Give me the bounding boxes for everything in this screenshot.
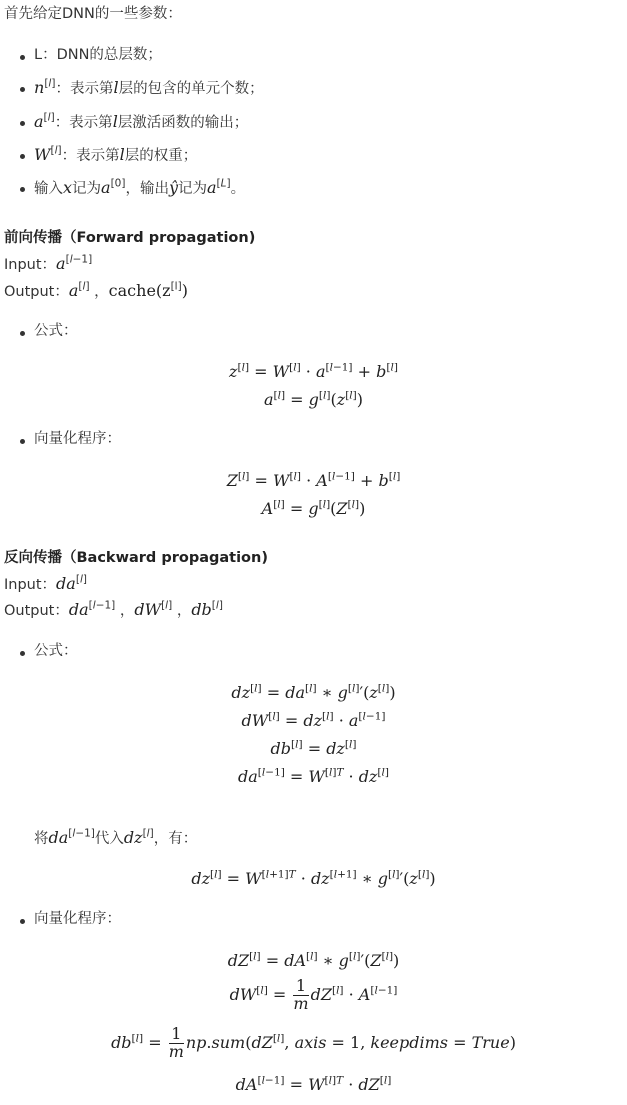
- forward-output-label: Output：: [4, 284, 69, 300]
- param-n-desc2: 层的包含的单元个数；: [118, 81, 264, 97]
- param-L-text: L：DNN的总层数；: [34, 47, 162, 63]
- param-n-desc: ：表示第: [55, 81, 114, 97]
- backward-eq-da: $da[l-1] = W^{[l]T} \cdot dz[l]$: [238, 766, 389, 786]
- subst-mid: 代入: [94, 831, 124, 847]
- backward-output-sep-2: ，: [176, 603, 192, 619]
- param-a-desc: ：表示第: [54, 115, 113, 131]
- param-L: [34, 47, 162, 64]
- backward-vec-eq-dZ: dZ[l] = dA[l] ∗ g[l]′(Z[l]): [227, 950, 400, 970]
- backward-vec-eq-db: db[l] = $\frac{1}{m}$ np.sum(dZ[l], axis = 1, keepdims = True): [111, 1024, 516, 1061]
- forward-output-sep: ，: [94, 284, 109, 300]
- fraction-1-over-m-2: $\frac{1}{m}$: [168, 1024, 184, 1061]
- fraction-1-over-m: $\frac{1}{m}$: [293, 976, 309, 1013]
- param-n: n[l]：表示第l层的包含的单元个数；: [34, 77, 264, 97]
- forward-output: Output：a[l] ，cache(z[l]): [4, 280, 188, 300]
- forward-eq-z: z[l] = W[l] · a[l−1] + b[l]: [229, 361, 398, 381]
- forward-input: Input：a[l−1]: [4, 253, 93, 273]
- backward-input: Input：da[l]: [4, 573, 87, 593]
- backward-input-label: Input：: [4, 577, 57, 593]
- substitution-text: 将da[l−1]代入dz[l]，有：: [34, 827, 198, 847]
- io-mid3: 记为: [178, 181, 207, 197]
- backward-eq-dW: dW[l] = dz[l] · a[l−1]: [241, 710, 386, 730]
- backward-output-sep-1: ，: [119, 603, 135, 619]
- backward-vec-eq-dA: $dA[l-1] = W^{[l]T} \cdot dZ[l]$: [235, 1074, 392, 1094]
- intro-text: 首先给定DNN的一些参数：: [4, 6, 182, 22]
- backward-heading: 反向传播（Backward propagation): [4, 550, 268, 566]
- param-W-desc: ：表示第: [61, 148, 120, 164]
- forward-vec-eq-a: A[l] = g[l](Z[l]): [261, 498, 366, 518]
- backward-eq-dz-full: $dz[l] = W^{[l+1]T} \cdot dz[l+1]$ ∗ g[l]′(z[l]): [191, 868, 436, 888]
- forward-eq-a: a[l] = g[l](z[l]): [263, 389, 364, 409]
- forward-vec-eq-z: Z[l] = W[l] · A[l−1] + b[l]: [226, 470, 401, 490]
- subst-prefix: 将: [34, 831, 49, 847]
- param-a-desc2: 层激活函数的输出；: [117, 115, 249, 131]
- io-input-prefix: 输入: [34, 181, 63, 197]
- io-mid2: ，输出: [125, 181, 169, 197]
- param-W-desc2: 层的权重；: [124, 148, 198, 164]
- symbol-n: n: [34, 78, 45, 97]
- param-io: 输入x记为a[0]，输出ŷ记为a[L]。: [34, 177, 246, 197]
- backward-output: Output：da[l−1] ，dW[l] ，db[l]: [4, 599, 223, 619]
- forward-input-label: Input：: [4, 257, 57, 273]
- backward-formula-label: 公式：: [34, 643, 78, 659]
- backward-vec-eq-dW: dW[l] = $\frac{1}{m}$ dZ[l] · A[l−1]: [229, 976, 398, 1013]
- param-a: a[l]：表示第l层激活函数的输出；: [34, 111, 249, 131]
- param-W: W[l]：表示第l层的权重；: [34, 144, 198, 164]
- forward-formula-label: 公式：: [34, 323, 78, 339]
- io-end: 。: [230, 181, 246, 197]
- backward-output-label: Output：: [4, 603, 69, 619]
- backward-eq-db: db[l] = dz[l]: [270, 738, 357, 758]
- forward-heading: 前向传播（Forward propagation): [4, 230, 256, 246]
- forward-cache: cache(z: [108, 281, 171, 300]
- io-mid: 记为: [72, 181, 102, 197]
- backward-vector-label: 向量化程序：: [34, 911, 121, 927]
- forward-vector-label: 向量化程序：: [34, 431, 121, 447]
- subst-end: ，有：: [153, 831, 198, 847]
- backward-eq-dz: dz[l] = da[l] ∗ g[l]′(z[l]): [231, 682, 396, 702]
